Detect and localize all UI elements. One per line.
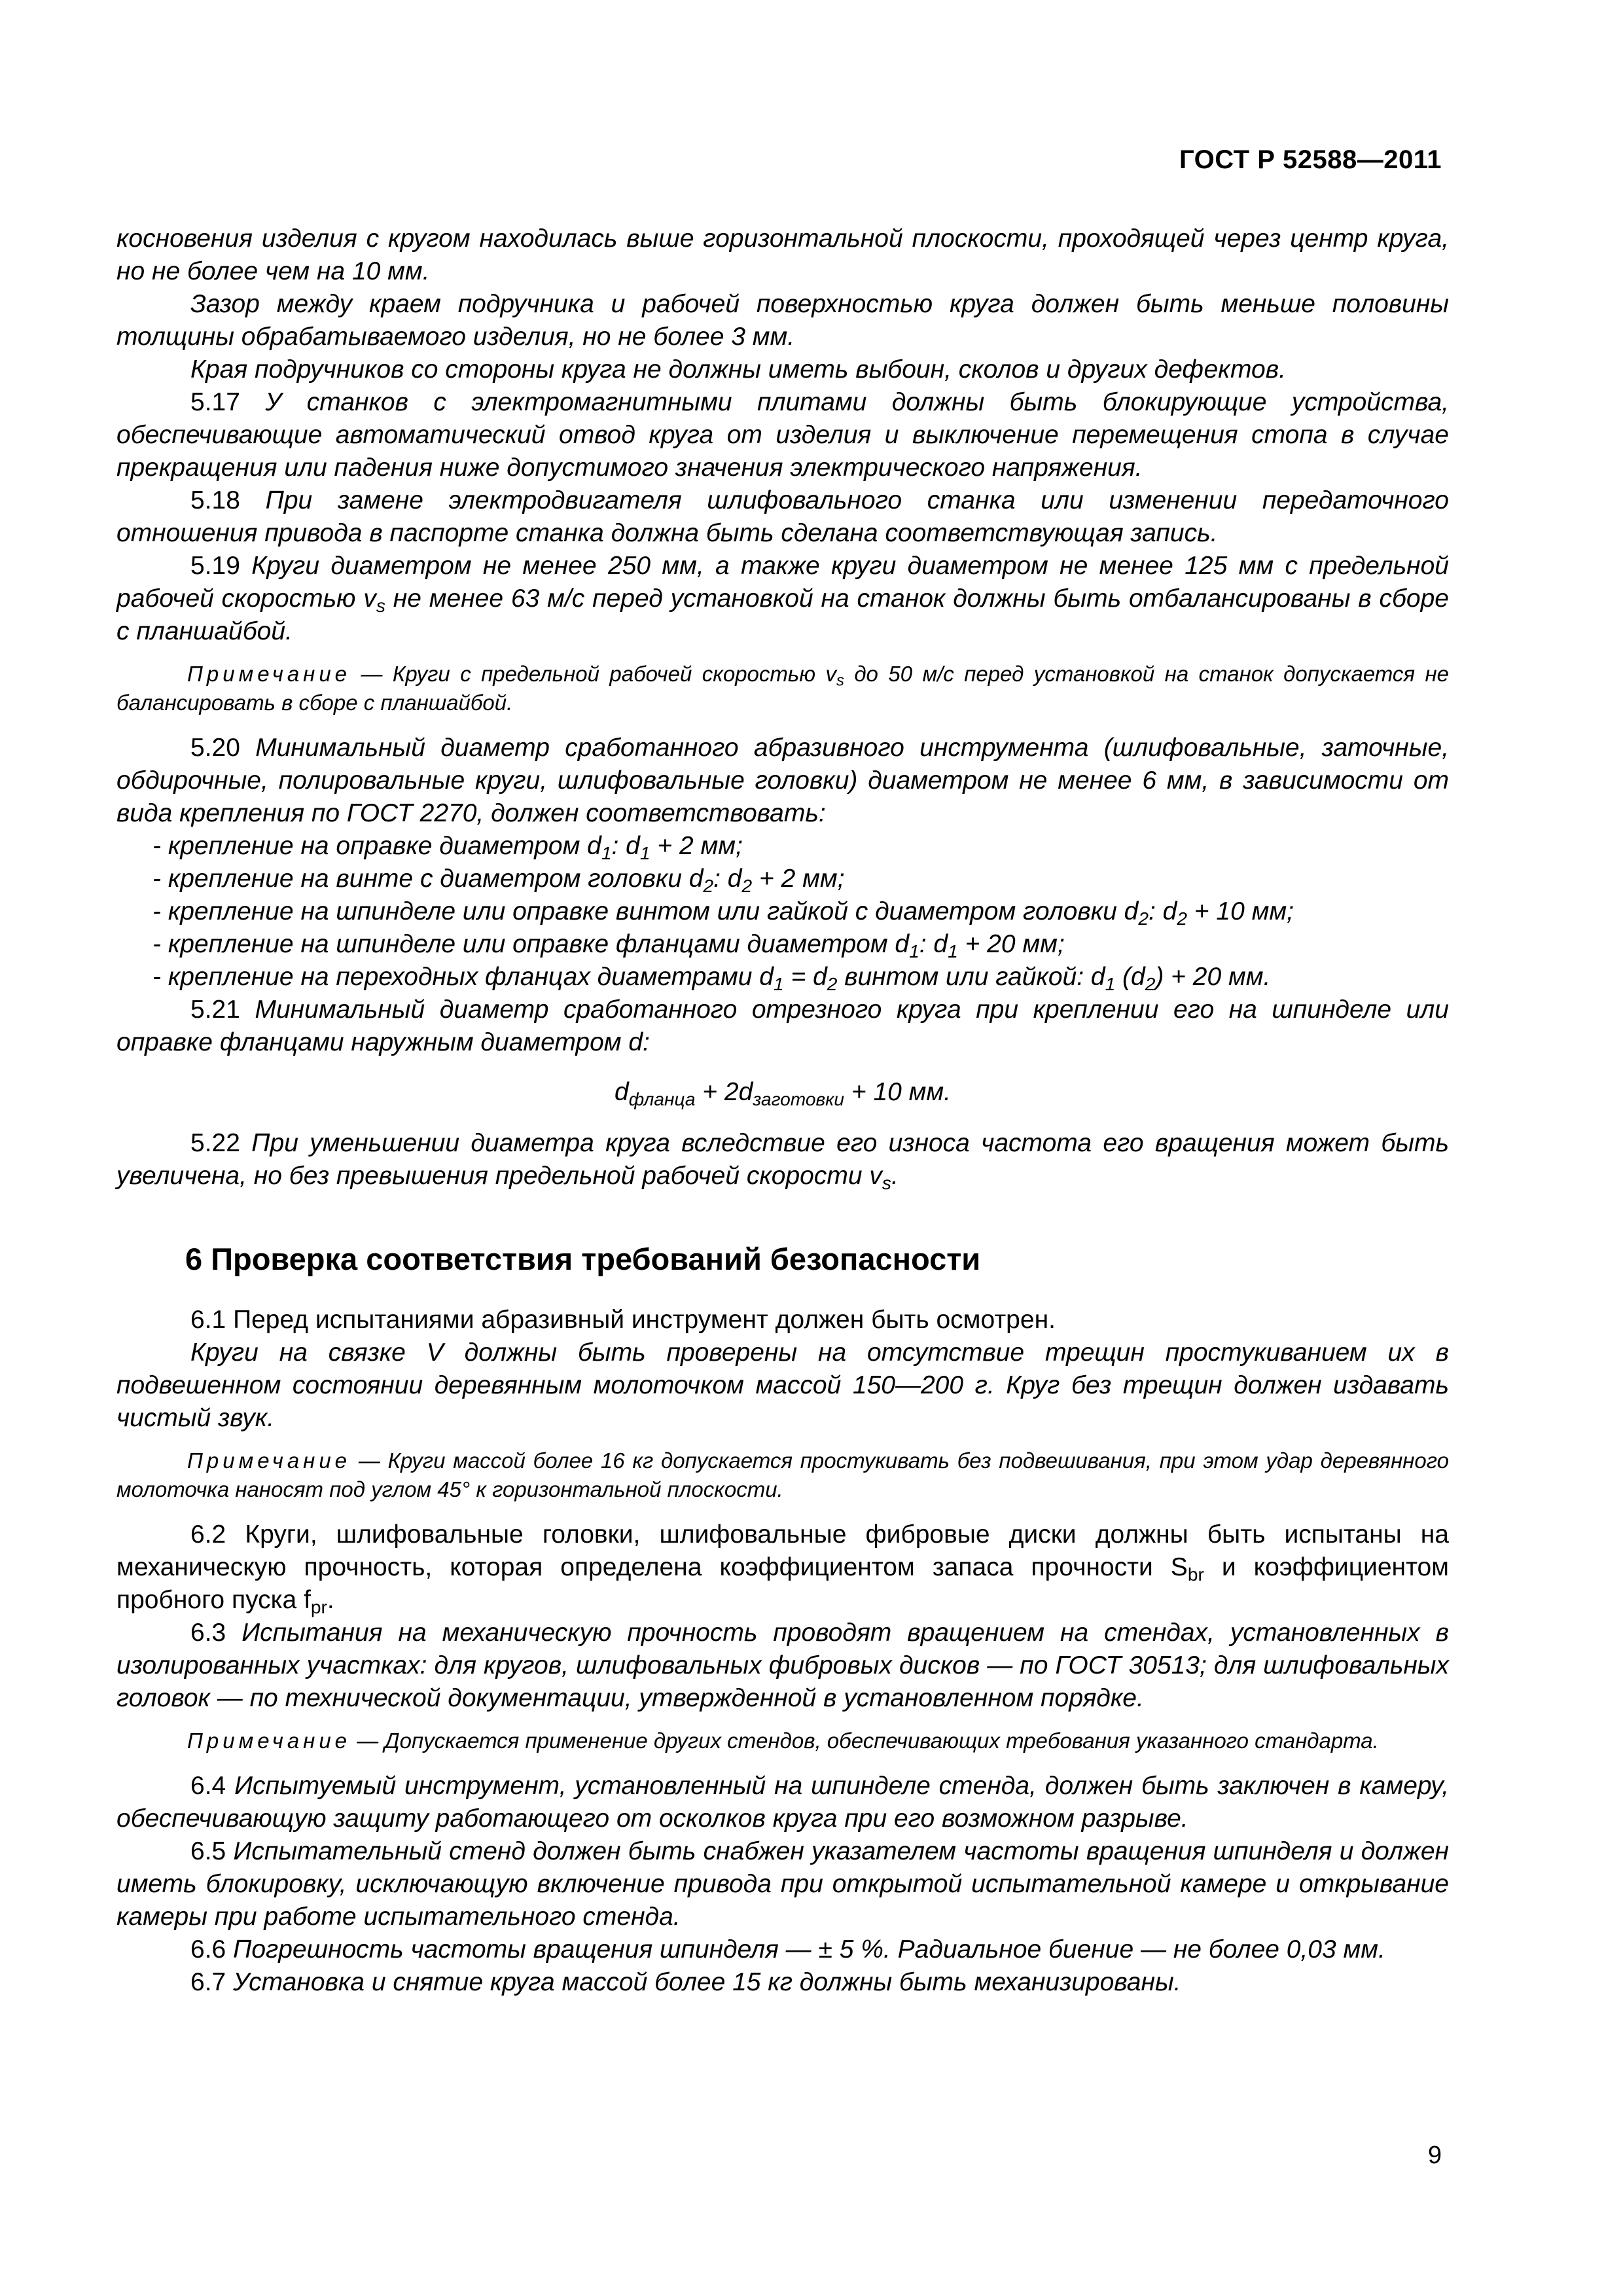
list-text: : d <box>1148 897 1177 925</box>
list-item <box>116 928 1449 961</box>
clause-text: Круги диаметром не менее 250 мм, а также круги диаметром не менее 125 мм с предельной рабочей скоростью v <box>116 552 1449 613</box>
subscript: 1 <box>601 842 612 863</box>
note-label: Примечание <box>187 1448 351 1473</box>
list-text: винтом или гайкой: d <box>837 963 1105 991</box>
clause-text: Испытания на механическую прочность проводят вращением на стендах, установленных в изолированных участках: для кругов, шлифовальных фибровых дисков — по ГОСТ 30513; для шлифовальных головок — по технической документации, утвержденной в установленном порядке. <box>116 1619 1449 1712</box>
clause-5-18 <box>116 484 1449 550</box>
clause-number: 5.20 <box>190 734 240 762</box>
formula-text: d <box>615 1078 629 1106</box>
clause-text: У станков с электромагнитными плитами должны быть блокирующие устройства, обеспечивающие автоматический отвод круга от изделия и выключение перемещения стопа в случае прекращения или падения ниже допустимого значения электрического напряжения. <box>116 388 1449 482</box>
clause-text: Минимальный диаметр сработанного абразивного инструмента (шлифовальные, заточные, обдирочные, полировальные круги, шлифовальные головки) диаметром не менее 6 мм, в зависимости от вида крепления по ГОСТ 2270, должен соответствовать: <box>116 734 1449 827</box>
list-text: : d <box>611 832 640 860</box>
clause-number: 5.18 <box>190 486 240 514</box>
subscript: s <box>836 672 844 690</box>
subscript: 1 <box>1105 973 1116 994</box>
subscript: 1 <box>774 973 784 994</box>
subscript: 1 <box>909 941 919 961</box>
list-item <box>116 961 1449 994</box>
list-text: + 10 мм; <box>1186 897 1294 925</box>
formula-text: + 2d <box>695 1078 753 1106</box>
list-text: = d <box>783 963 827 991</box>
clause-text: Круги, шлифовальные головки, шлифовальные фибровые диски должны быть испытаны на механическую прочность, которая определена коэффициентом запаса прочности S <box>116 1520 1449 1581</box>
clause-number: 6.5 <box>190 1837 226 1865</box>
clause-6-1 <box>116 1304 1449 1336</box>
list-text: - крепление на винте с диаметром головки d <box>152 865 704 893</box>
subscript: 2 <box>1177 908 1187 929</box>
clause-6-5 <box>116 1835 1449 1933</box>
clause-text: . <box>891 1162 899 1190</box>
note-other-stands <box>116 1727 1449 1755</box>
subscript: 2 <box>1145 973 1156 994</box>
formula-text: + 10 мм. <box>844 1078 951 1106</box>
list-text: : d <box>919 930 948 958</box>
clause-5-22 <box>116 1127 1449 1193</box>
paragraph-continuation <box>116 223 1449 288</box>
paragraph-edges <box>116 353 1449 386</box>
list-text: + 2 мм; <box>650 832 743 860</box>
clause-number: 6.3 <box>190 1619 226 1647</box>
note-label: Примечание <box>187 662 351 686</box>
subscript: 1 <box>639 842 651 863</box>
note-label: Примечание <box>187 1729 351 1753</box>
list-text: - крепление на шпинделе или оправке фланцами диаметром d <box>152 930 910 958</box>
page-number: 9 <box>1427 2142 1442 2169</box>
subscript: фланца <box>628 1088 696 1109</box>
subscript: 2 <box>741 875 753 896</box>
clause-number: 6.2 <box>190 1520 226 1549</box>
subscript: 2 <box>827 973 838 994</box>
subscript: s <box>882 1172 891 1193</box>
clause-number: 5.17 <box>190 388 240 416</box>
note-text: до 50 м/с перед установкой на станок допускается не балансировать в сборе с планшайбой. <box>116 662 1450 715</box>
list-text: - крепление на шпинделе или оправке винтом или гайкой с диаметром головки d <box>152 897 1139 925</box>
clause-text: Перед испытаниями абразивный инструмент должен быть осмотрен. <box>233 1306 1056 1334</box>
subscript: s <box>376 595 385 616</box>
note-tapping <box>116 1446 1449 1504</box>
subscript: 2 <box>703 875 714 896</box>
subscript: 1 <box>948 941 958 961</box>
note-text: — Круги с предельной рабочей скоростью v <box>351 662 836 686</box>
clause-number: 6.6 <box>190 1935 226 1964</box>
list-item <box>116 830 1449 863</box>
note-balancing <box>116 660 1449 717</box>
list-text: : d <box>713 865 742 893</box>
formula-min-diameter <box>116 1076 1449 1109</box>
note-text: — Круги массой более 16 кг допускается простукивать без подвешивания, при этом удар деревянного молоточка наносят под углом 45° к горизонтальной плоскости. <box>116 1448 1449 1501</box>
list-text: + 2 мм; <box>752 865 845 893</box>
paragraph-bond-v <box>116 1336 1449 1435</box>
subscript: заготовки <box>753 1088 844 1109</box>
clause-text: При замене электродвигателя шлифовального станка или изменении передаточного отношения привода в паспорте станка должна быть сделана соответствующая запись. <box>116 486 1449 547</box>
clause-5-20 <box>116 732 1449 830</box>
paragraph-text: Края подручников со стороны круга не должны иметь выбоин, сколов и других дефектов. <box>190 355 1286 384</box>
clause-text: Испытательный стенд должен быть снабжен указателем частоты вращения шпинделя и должен иметь блокировку, исключающую включение привода при открытой испытательной камере и открывание камеры при работе испытательного стенда. <box>116 1837 1449 1931</box>
clause-5-21 <box>116 994 1449 1059</box>
clause-5-19 <box>116 550 1449 648</box>
clause-number: 6.4 <box>190 1772 226 1800</box>
list-text: - крепление на оправке диаметром d <box>152 832 601 860</box>
document-code-header: ГОСТ Р 52588—2011 <box>1179 145 1442 174</box>
section-heading: 6 Проверка соответствия требований безопасности <box>185 1242 981 1276</box>
clause-number: 5.21 <box>190 996 240 1024</box>
paragraph-gap <box>116 288 1449 353</box>
list-item <box>116 863 1449 895</box>
clause-text: Минимальный диаметр сработанного отрезного круга при креплении его на шпинделе или оправке фланцами наружным диаметром d: <box>116 996 1449 1056</box>
clause-6-7 <box>116 1966 1449 1999</box>
clause-text: При уменьшении диаметра круга вследствие его износа частота его вращения может быть увеличена, но без превышения предельной рабочей скорости v <box>116 1129 1449 1190</box>
clause-text: Погрешность частоты вращения шпинделя — ± 5 %. Радиальное биение — не более 0,03 мм. <box>233 1935 1385 1964</box>
clause-5-17 <box>116 386 1449 484</box>
clause-number: 5.19 <box>190 552 240 580</box>
note-text: — Допускается применение других стендов, обеспечивающих требования указанного стандарта. <box>351 1729 1379 1753</box>
clause-text: Установка и снятие круга массой более 15 кг должны быть механизированы. <box>233 1968 1181 1996</box>
clause-text: Испытуемый инструмент, установленный на шпинделе стенда, должен быть заключен в камеру, обеспечивающую защиту работающего от осколков круга при его возможном разрыве. <box>116 1772 1450 1833</box>
paragraph-text: Круги на связке V должны быть проверены на отсутствие трещин простукиванием их в подвешенном состоянии деревянным молоточком массой 150—200 г. Круг без трещин должен издавать чистый звук. <box>116 1338 1449 1432</box>
list-text: + 20 мм; <box>957 930 1065 958</box>
clause-number: 6.7 <box>190 1968 226 1996</box>
list-text: (d <box>1115 963 1145 991</box>
clause-text: не менее 63 м/с перед установкой на станок должны быть отбалансированы в сборе с планшайбой. <box>116 584 1449 645</box>
paragraph-text: Зазор между краем подручника и рабочей поверхностью круга должен быть меньше половины толщины обрабатываемого изделия, но не более 3 мм. <box>116 290 1449 351</box>
clause-number: 6.1 <box>190 1306 226 1334</box>
subscript: 2 <box>1138 908 1149 929</box>
clause-text: и коэффициентом пробного пуска f <box>116 1553 1449 1614</box>
clause-6-3 <box>116 1617 1449 1715</box>
list-text: ) + 20 мм. <box>1155 963 1271 991</box>
clause-6-4 <box>116 1770 1449 1835</box>
clause-text: . <box>327 1586 334 1614</box>
subscript: pr <box>310 1596 327 1617</box>
clause-number: 5.22 <box>190 1129 240 1157</box>
list-text: - крепление на переходных фланцах диаметрами d <box>152 963 774 991</box>
page-content <box>116 223 1449 1999</box>
list-item <box>116 895 1449 928</box>
paragraph-text: косновения изделия с кругом находилась выше горизонтальной плоскости, проходящей через центр круга, но не более чем на 10 мм. <box>116 224 1449 285</box>
clause-6-6 <box>116 1933 1449 1966</box>
subscript: br <box>1187 1564 1204 1585</box>
clause-6-2 <box>116 1518 1449 1617</box>
